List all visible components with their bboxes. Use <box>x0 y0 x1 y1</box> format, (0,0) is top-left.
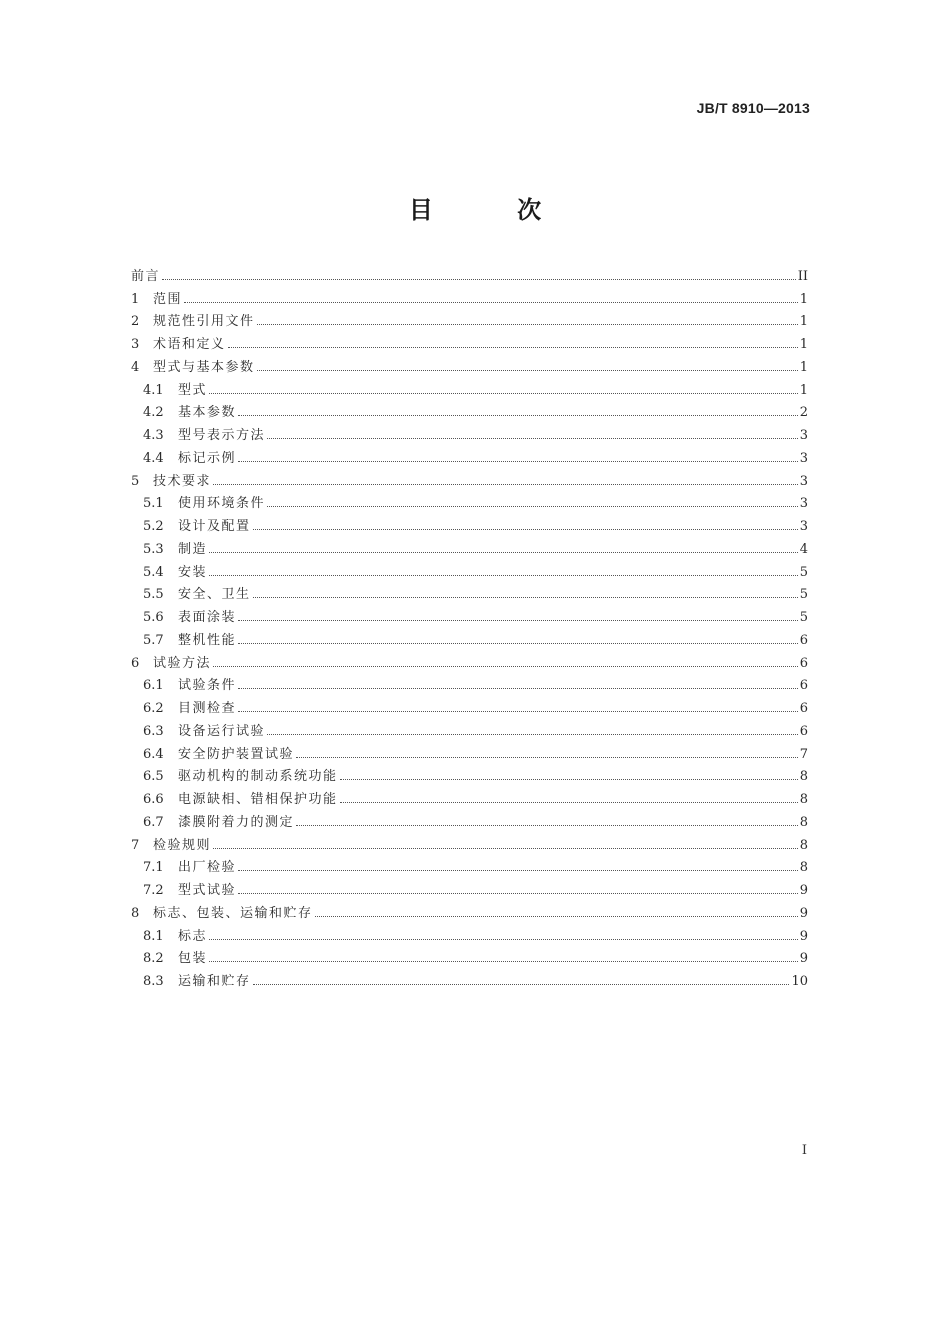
toc-entry-page: 8 <box>799 837 808 853</box>
toc-entry-number: 5 <box>131 473 140 489</box>
toc-entry-label: 制造 <box>178 541 208 557</box>
dot-leader <box>228 347 798 348</box>
toc-entry-number: 5.6 <box>143 610 164 625</box>
toc-entry-number: 4.3 <box>143 428 164 443</box>
toc-entry-label: 术语和定义 <box>153 337 226 352</box>
toc-entry-number: 4 <box>131 359 140 375</box>
toc-entry[interactable] <box>131 420 808 443</box>
toc-entry-label: 安全、卫生 <box>178 587 251 603</box>
toc-entry-label: 表面涂装 <box>178 610 237 625</box>
dot-leader <box>213 848 798 849</box>
toc-entry[interactable] <box>131 352 808 375</box>
dot-leader <box>184 302 798 303</box>
toc-entry-page: 8 <box>799 814 808 830</box>
dot-leader <box>296 825 798 826</box>
toc-entry-label: 技术要求 <box>153 473 212 489</box>
toc-entry-page: 8 <box>799 769 808 785</box>
toc-entry-number: 6.3 <box>143 723 164 739</box>
toc-entry[interactable] <box>131 602 808 625</box>
toc-entry-number: 6.7 <box>143 814 164 830</box>
toc-entry-page: 4 <box>799 541 808 557</box>
dot-leader <box>257 370 798 371</box>
toc-entry-label: 试验方法 <box>153 655 212 671</box>
toc-entry-page: 9 <box>799 905 808 921</box>
toc-entry-page: 8 <box>799 792 808 807</box>
toc-entry-number: 5.5 <box>143 587 164 603</box>
toc-entry-page: 3 <box>799 496 808 512</box>
dot-leader <box>253 597 798 598</box>
toc-entry-page: 3 <box>799 450 808 466</box>
toc-entry-page: 3 <box>799 519 808 534</box>
toc-entry[interactable] <box>131 966 808 989</box>
toc-entry-number: 5.3 <box>143 541 164 557</box>
toc-entry[interactable] <box>131 784 808 807</box>
dot-leader <box>238 711 798 712</box>
toc-entry[interactable] <box>131 807 808 830</box>
toc-entry-number: 7.1 <box>143 860 164 876</box>
toc-entry-label: 电源缺相、错相保护功能 <box>178 792 338 807</box>
toc-entry-page: 9 <box>799 951 808 967</box>
toc-entry[interactable] <box>131 398 808 421</box>
toc-entry[interactable] <box>131 921 808 944</box>
toc-entry[interactable] <box>131 534 808 557</box>
toc-entry-label: 规范性引用文件 <box>153 314 255 330</box>
toc-entry-label: 检验规则 <box>153 837 212 853</box>
toc-entry-page: 3 <box>799 428 808 443</box>
toc-entry[interactable] <box>131 329 808 352</box>
toc-entry[interactable] <box>131 284 808 307</box>
toc-entry-number: 5.7 <box>143 632 164 648</box>
toc-entry[interactable] <box>131 762 808 785</box>
toc-entry-number: 7 <box>131 837 140 853</box>
toc-entry-page: 5 <box>799 610 808 625</box>
toc-entry-page: 6 <box>799 655 808 671</box>
toc-entry-label: 漆膜附着力的测定 <box>178 814 295 830</box>
dot-leader <box>209 552 798 553</box>
toc-entry-label: 标记示例 <box>178 450 237 466</box>
toc-entry[interactable] <box>131 739 808 762</box>
toc-entry-label: 型式试验 <box>178 883 237 898</box>
toc-entry-label: 标志 <box>178 928 208 944</box>
toc-entry-page: II <box>797 268 808 284</box>
toc-entry-page: 2 <box>799 405 808 421</box>
toc-entry[interactable] <box>131 898 808 921</box>
dot-leader <box>267 506 798 507</box>
toc-entry-label: 标志、包装、运输和贮存 <box>153 905 313 921</box>
toc-entry-page: 7 <box>799 746 808 762</box>
toc-entry-number: 8.3 <box>143 974 164 989</box>
toc-entry-page: 6 <box>799 678 808 694</box>
table-of-contents <box>131 261 808 989</box>
toc-entry-page: 5 <box>799 564 808 580</box>
toc-entry-number: 6 <box>131 655 140 671</box>
toc-entry-page: 3 <box>799 473 808 489</box>
dot-leader <box>267 734 798 735</box>
toc-entry[interactable] <box>131 693 808 716</box>
dot-leader <box>238 620 798 621</box>
toc-entry-page: 6 <box>799 632 808 648</box>
toc-entry[interactable] <box>131 375 808 398</box>
dot-leader <box>209 939 798 940</box>
toc-entry[interactable] <box>131 716 808 739</box>
toc-entry-number: 1 <box>131 291 140 307</box>
toc-entry-label: 包装 <box>178 951 208 967</box>
dot-leader <box>238 461 798 462</box>
toc-entry-label: 目测检查 <box>178 701 237 716</box>
toc-entry-page: 9 <box>799 928 808 944</box>
toc-entry-label: 设计及配置 <box>178 519 251 534</box>
toc-entry[interactable] <box>131 511 808 534</box>
toc-entry-number: 4.1 <box>143 382 164 398</box>
dot-leader <box>315 916 798 917</box>
toc-entry[interactable] <box>131 671 808 694</box>
toc-entry-label: 前言 <box>131 268 161 284</box>
toc-entry[interactable] <box>131 489 808 512</box>
toc-entry-number: 5.4 <box>143 564 164 580</box>
dot-leader <box>162 279 796 280</box>
dot-leader <box>238 415 798 416</box>
toc-entry-label: 整机性能 <box>178 632 237 648</box>
toc-entry-label: 设备运行试验 <box>178 723 266 739</box>
dot-leader <box>238 893 798 894</box>
toc-entry-page: 1 <box>799 382 808 398</box>
dot-leader <box>296 757 798 758</box>
toc-entry-label: 基本参数 <box>178 405 237 421</box>
toc-entry[interactable] <box>131 625 808 648</box>
toc-entry-number: 6.1 <box>143 678 164 694</box>
dot-leader <box>209 575 798 576</box>
toc-entry-page: 6 <box>799 701 808 716</box>
toc-entry-number: 6.5 <box>143 769 164 785</box>
toc-entry-label: 安装 <box>178 564 208 580</box>
toc-entry-number: 2 <box>131 314 140 330</box>
toc-entry-label: 驱动机构的制动系统功能 <box>178 769 338 785</box>
dot-leader <box>238 870 798 871</box>
toc-entry[interactable] <box>131 443 808 466</box>
dot-leader <box>257 324 798 325</box>
dot-leader <box>340 779 798 780</box>
dot-leader <box>213 666 798 667</box>
toc-entry[interactable] <box>131 557 808 580</box>
toc-entry[interactable] <box>131 944 808 967</box>
toc-entry-number: 6.2 <box>143 701 164 716</box>
toc-entry-page: 1 <box>799 291 808 307</box>
toc-entry-page: 1 <box>799 337 808 352</box>
toc-entry-label: 型号表示方法 <box>178 428 266 443</box>
dot-leader <box>209 961 798 962</box>
dot-leader <box>253 529 798 530</box>
toc-entry-number: 8 <box>131 905 140 921</box>
page-number: I <box>801 1143 807 1158</box>
toc-entry-number: 4.2 <box>143 405 164 421</box>
dot-leader <box>267 438 798 439</box>
toc-entry-label: 使用环境条件 <box>178 496 266 512</box>
toc-entry-number: 8.2 <box>143 951 164 967</box>
toc-entry[interactable] <box>131 830 808 853</box>
toc-entry-page: 10 <box>791 974 808 989</box>
toc-entry-page: 8 <box>799 860 808 876</box>
toc-entry-label: 型式与基本参数 <box>153 359 255 375</box>
toc-entry-page: 1 <box>799 314 808 330</box>
toc-entry[interactable] <box>131 307 808 330</box>
toc-entry-page: 6 <box>799 723 808 739</box>
toc-entry-label: 安全防护装置试验 <box>178 746 295 762</box>
toc-entry-number: 7.2 <box>143 883 164 898</box>
dot-leader <box>238 688 798 689</box>
dot-leader <box>253 984 790 985</box>
toc-entry-number: 5.1 <box>143 496 164 512</box>
toc-entry-label: 出厂检验 <box>178 860 237 876</box>
dot-leader <box>340 802 798 803</box>
toc-entry-label: 运输和贮存 <box>178 974 251 989</box>
toc-entry-number: 8.1 <box>143 928 164 944</box>
page-title: 目 次 <box>408 195 580 224</box>
dot-leader <box>238 643 798 644</box>
toc-entry[interactable] <box>131 261 808 284</box>
toc-entry-label: 试验条件 <box>178 678 237 694</box>
toc-entry-page: 5 <box>799 587 808 603</box>
toc-entry-label: 型式 <box>178 382 208 398</box>
toc-entry[interactable] <box>131 648 808 671</box>
toc-entry[interactable] <box>131 466 808 489</box>
dot-leader <box>209 393 798 394</box>
dot-leader <box>213 484 798 485</box>
standard-code: JB/T 8910—2013 <box>696 100 810 116</box>
toc-entry-label: 范围 <box>153 291 183 307</box>
toc-entry-number: 5.2 <box>143 519 164 534</box>
toc-entry-number: 4.4 <box>143 450 164 466</box>
toc-entry-page: 1 <box>799 359 808 375</box>
toc-entry[interactable] <box>131 580 808 603</box>
toc-entry[interactable] <box>131 853 808 876</box>
toc-entry[interactable] <box>131 875 808 898</box>
toc-entry-number: 6.4 <box>143 746 164 762</box>
toc-entry-number: 6.6 <box>143 792 164 807</box>
toc-entry-number: 3 <box>131 337 140 352</box>
toc-entry-page: 9 <box>799 883 808 898</box>
